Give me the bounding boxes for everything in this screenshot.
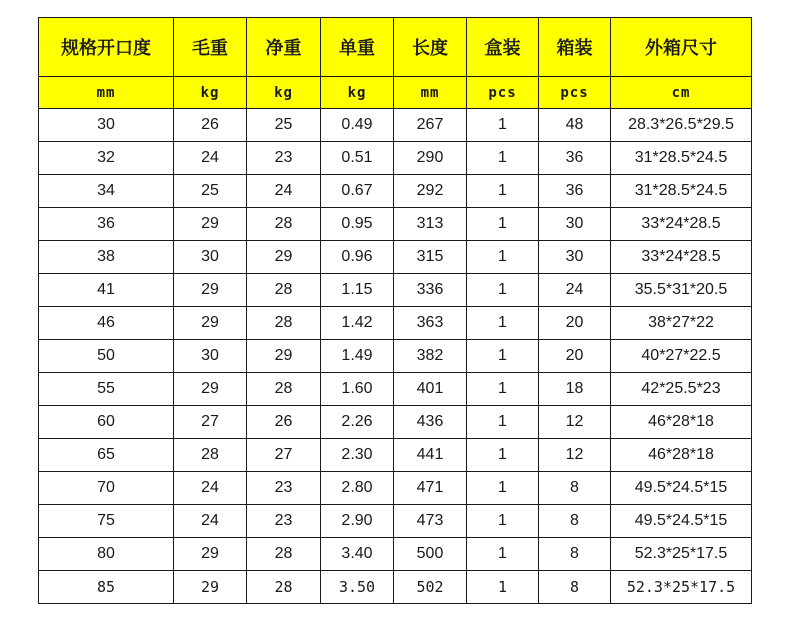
table-cell: 315 <box>394 241 467 274</box>
table-cell: 502 <box>394 571 467 604</box>
table-cell: 23 <box>247 472 321 505</box>
table-cell: 28 <box>247 373 321 406</box>
table-row <box>39 340 752 373</box>
column-header: 单重 <box>321 18 394 77</box>
table-cell: 1.42 <box>321 307 394 340</box>
table-cell: 2.80 <box>321 472 394 505</box>
table-cell: 8 <box>539 472 611 505</box>
table-cell: 18 <box>539 373 611 406</box>
table-cell: 27 <box>174 406 247 439</box>
table-cell: 26 <box>247 406 321 439</box>
table-cell: 1.60 <box>321 373 394 406</box>
table-cell: 23 <box>247 142 321 175</box>
table-cell: 30 <box>39 109 174 142</box>
table-cell: 38 <box>39 241 174 274</box>
table-cell: 382 <box>394 340 467 373</box>
table-cell: 29 <box>174 307 247 340</box>
table-cell: 36 <box>39 208 174 241</box>
table-cell: 28 <box>174 439 247 472</box>
table-cell: 40*27*22.5 <box>611 340 752 373</box>
table-cell: 336 <box>394 274 467 307</box>
table-cell: 313 <box>394 208 467 241</box>
unit-cell: pcs <box>467 77 539 109</box>
table-cell: 65 <box>39 439 174 472</box>
table-cell: 28.3*26.5*29.5 <box>611 109 752 142</box>
table-cell: 24 <box>174 472 247 505</box>
table-cell: 1 <box>467 373 539 406</box>
table-cell: 46*28*18 <box>611 406 752 439</box>
table-cell: 33*24*28.5 <box>611 241 752 274</box>
table-cell: 1.15 <box>321 274 394 307</box>
table-cell: 1 <box>467 472 539 505</box>
table-row <box>39 274 752 307</box>
table-cell: 0.95 <box>321 208 394 241</box>
column-header: 毛重 <box>174 18 247 77</box>
table-cell: 60 <box>39 406 174 439</box>
table-cell: 1 <box>467 505 539 538</box>
table-cell: 8 <box>539 571 611 604</box>
table-cell: 0.67 <box>321 175 394 208</box>
table-row <box>39 439 752 472</box>
unit-cell: cm <box>611 77 752 109</box>
table-row <box>39 142 752 175</box>
table-cell: 50 <box>39 340 174 373</box>
table-row <box>39 505 752 538</box>
table-cell: 3.50 <box>321 571 394 604</box>
table-cell: 363 <box>394 307 467 340</box>
table-cell: 23 <box>247 505 321 538</box>
table-cell: 1 <box>467 340 539 373</box>
table-cell: 30 <box>539 208 611 241</box>
table-cell: 1 <box>467 142 539 175</box>
table-cell: 30 <box>174 340 247 373</box>
unit-cell: kg <box>247 77 321 109</box>
table-row <box>39 472 752 505</box>
table-cell: 1 <box>467 175 539 208</box>
table-cell: 48 <box>539 109 611 142</box>
table-cell: 1 <box>467 538 539 571</box>
table-cell: 49.5*24.5*15 <box>611 505 752 538</box>
table-cell: 12 <box>539 439 611 472</box>
table-cell: 1 <box>467 274 539 307</box>
table-cell: 2.90 <box>321 505 394 538</box>
table-cell: 33*24*28.5 <box>611 208 752 241</box>
table-cell: 1 <box>467 571 539 604</box>
unit-row <box>39 77 752 109</box>
table-cell: 24 <box>247 175 321 208</box>
table-cell: 55 <box>39 373 174 406</box>
table-row <box>39 175 752 208</box>
table-cell: 29 <box>174 274 247 307</box>
table-cell: 25 <box>247 109 321 142</box>
table-cell: 46*28*18 <box>611 439 752 472</box>
table-cell: 24 <box>174 505 247 538</box>
table-cell: 36 <box>539 175 611 208</box>
table-row <box>39 241 752 274</box>
column-header: 箱装 <box>539 18 611 77</box>
table-cell: 3.40 <box>321 538 394 571</box>
header-row <box>39 18 752 77</box>
table-cell: 31*28.5*24.5 <box>611 175 752 208</box>
table-row <box>39 208 752 241</box>
table-cell: 1 <box>467 241 539 274</box>
table-cell: 70 <box>39 472 174 505</box>
table-row <box>39 538 752 571</box>
unit-cell: kg <box>321 77 394 109</box>
spec-table <box>38 17 752 604</box>
table-cell: 500 <box>394 538 467 571</box>
table-cell: 28 <box>247 208 321 241</box>
table-cell: 28 <box>247 307 321 340</box>
table-cell: 27 <box>247 439 321 472</box>
table-cell: 441 <box>394 439 467 472</box>
table-cell: 29 <box>174 373 247 406</box>
column-header: 长度 <box>394 18 467 77</box>
table-row <box>39 571 752 604</box>
unit-cell: pcs <box>539 77 611 109</box>
table-cell: 42*25.5*23 <box>611 373 752 406</box>
table-cell: 20 <box>539 340 611 373</box>
table-cell: 28 <box>247 538 321 571</box>
table-body <box>39 109 752 604</box>
column-header: 规格开口度 <box>39 18 174 77</box>
table-cell: 0.96 <box>321 241 394 274</box>
table-cell: 267 <box>394 109 467 142</box>
table-cell: 24 <box>539 274 611 307</box>
table-cell: 1 <box>467 307 539 340</box>
table-cell: 0.51 <box>321 142 394 175</box>
table-cell: 8 <box>539 505 611 538</box>
table-cell: 401 <box>394 373 467 406</box>
table-cell: 20 <box>539 307 611 340</box>
table-cell: 29 <box>174 208 247 241</box>
table-cell: 46 <box>39 307 174 340</box>
table-cell: 1 <box>467 208 539 241</box>
table-cell: 35.5*31*20.5 <box>611 274 752 307</box>
table-cell: 75 <box>39 505 174 538</box>
table-cell: 29 <box>247 340 321 373</box>
table-cell: 24 <box>174 142 247 175</box>
table-cell: 38*27*22 <box>611 307 752 340</box>
table-cell: 471 <box>394 472 467 505</box>
table-cell: 85 <box>39 571 174 604</box>
table-row <box>39 109 752 142</box>
table-cell: 473 <box>394 505 467 538</box>
table-cell: 30 <box>539 241 611 274</box>
table-cell: 28 <box>247 274 321 307</box>
table-cell: 30 <box>174 241 247 274</box>
table-cell: 41 <box>39 274 174 307</box>
table-cell: 80 <box>39 538 174 571</box>
table-cell: 0.49 <box>321 109 394 142</box>
unit-cell: mm <box>394 77 467 109</box>
table-cell: 29 <box>247 241 321 274</box>
table-cell: 290 <box>394 142 467 175</box>
table-cell: 25 <box>174 175 247 208</box>
table-row <box>39 406 752 439</box>
table-cell: 36 <box>539 142 611 175</box>
table-cell: 26 <box>174 109 247 142</box>
table-cell: 2.30 <box>321 439 394 472</box>
unit-cell: kg <box>174 77 247 109</box>
table-cell: 292 <box>394 175 467 208</box>
column-header: 盒装 <box>467 18 539 77</box>
table-cell: 436 <box>394 406 467 439</box>
column-header: 净重 <box>247 18 321 77</box>
table-row <box>39 307 752 340</box>
table-cell: 2.26 <box>321 406 394 439</box>
table-cell: 8 <box>539 538 611 571</box>
table-cell: 29 <box>174 538 247 571</box>
table-cell: 1.49 <box>321 340 394 373</box>
table-cell: 32 <box>39 142 174 175</box>
table-cell: 29 <box>174 571 247 604</box>
unit-cell: mm <box>39 77 174 109</box>
table-cell: 52.3*25*17.5 <box>611 538 752 571</box>
table-cell: 31*28.5*24.5 <box>611 142 752 175</box>
table-cell: 12 <box>539 406 611 439</box>
table-cell: 1 <box>467 109 539 142</box>
table-cell: 28 <box>247 571 321 604</box>
table-cell: 1 <box>467 439 539 472</box>
table-row <box>39 373 752 406</box>
table-cell: 52.3*25*17.5 <box>611 571 752 604</box>
table-cell: 34 <box>39 175 174 208</box>
table-cell: 49.5*24.5*15 <box>611 472 752 505</box>
table-cell: 1 <box>467 406 539 439</box>
column-header: 外箱尺寸 <box>611 18 752 77</box>
